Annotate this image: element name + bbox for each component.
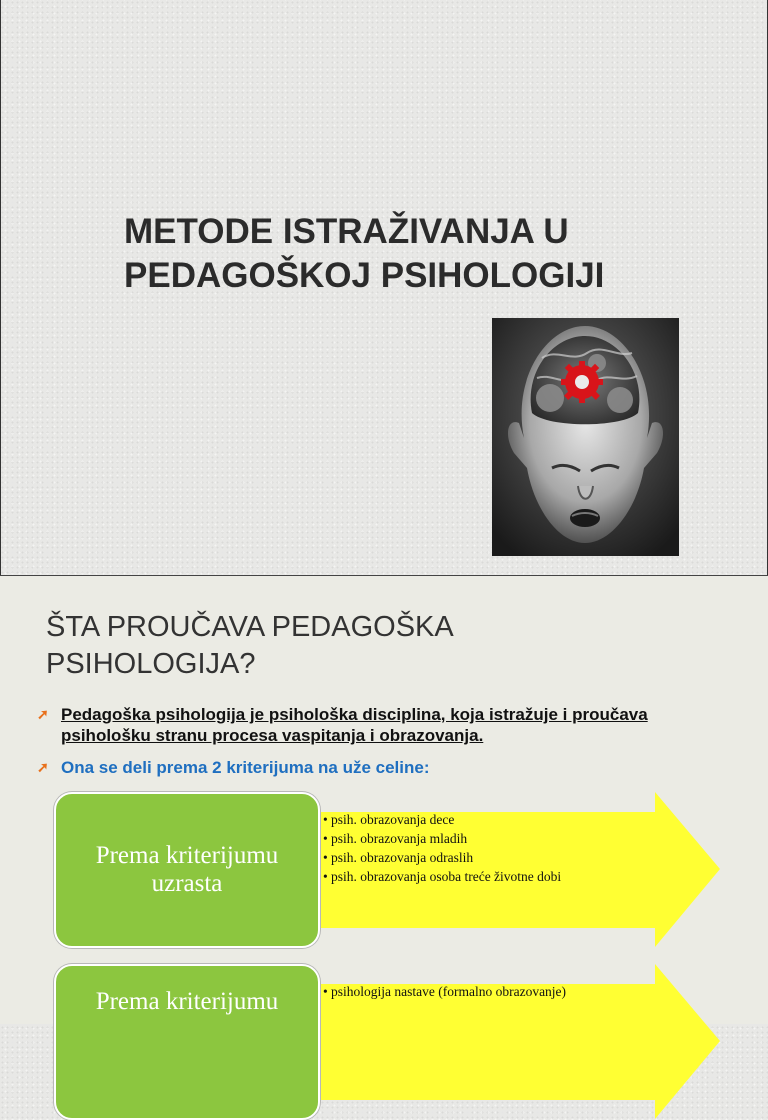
slide-1-title <box>124 210 684 298</box>
title-line-2: PEDAGOŠKOJ PSIHOLOGIJI <box>124 256 605 295</box>
title-line-1: METODE ISTRAŽIVANJA U <box>124 212 569 251</box>
arrow-bullet-icon: ➚ <box>37 759 49 775</box>
red-gear-icon <box>561 361 603 403</box>
slide-2 <box>0 576 768 1024</box>
list-item: • psih. obrazovanja dece <box>323 812 455 827</box>
list-item: • psihologija nastave (formalno obrazovanje) <box>323 984 567 999</box>
criterion-box-age <box>54 792 320 948</box>
bullet-text: Ona se deli prema 2 kriterijuma na uže celine: <box>61 758 430 777</box>
arrow-bullet-icon: ➚ <box>37 706 49 722</box>
bullet-division <box>37 757 660 778</box>
list-item: • psih. obrazovanja mladih <box>323 831 468 846</box>
slide-2-title <box>46 609 666 683</box>
head-gears-image <box>492 318 679 556</box>
criterion-list-second <box>323 984 653 1000</box>
list-item: • psih. obrazovanja odraslih <box>323 850 474 865</box>
title-line-2: PSIHOLOGIJA? <box>46 648 256 680</box>
bullet-definition <box>37 704 660 746</box>
bullet-text: Pedagoška psihologija je psihološka disciplina, koja istražuje i proučava psihološku stranu procesa vaspitanja i obrazovanja. <box>61 705 648 745</box>
criterion-label: Prema kriterijumu <box>95 988 279 1015</box>
criterion-list-age <box>323 810 653 886</box>
list-item: • psih. obrazovanja osoba treće životne dobi <box>323 869 562 884</box>
criterion-box-second <box>54 964 320 1120</box>
criterion-label: Prema kriterijumu uzrasta <box>95 842 279 897</box>
title-line-1: ŠTA PROUČAVA PEDAGOŠKA <box>46 611 454 643</box>
